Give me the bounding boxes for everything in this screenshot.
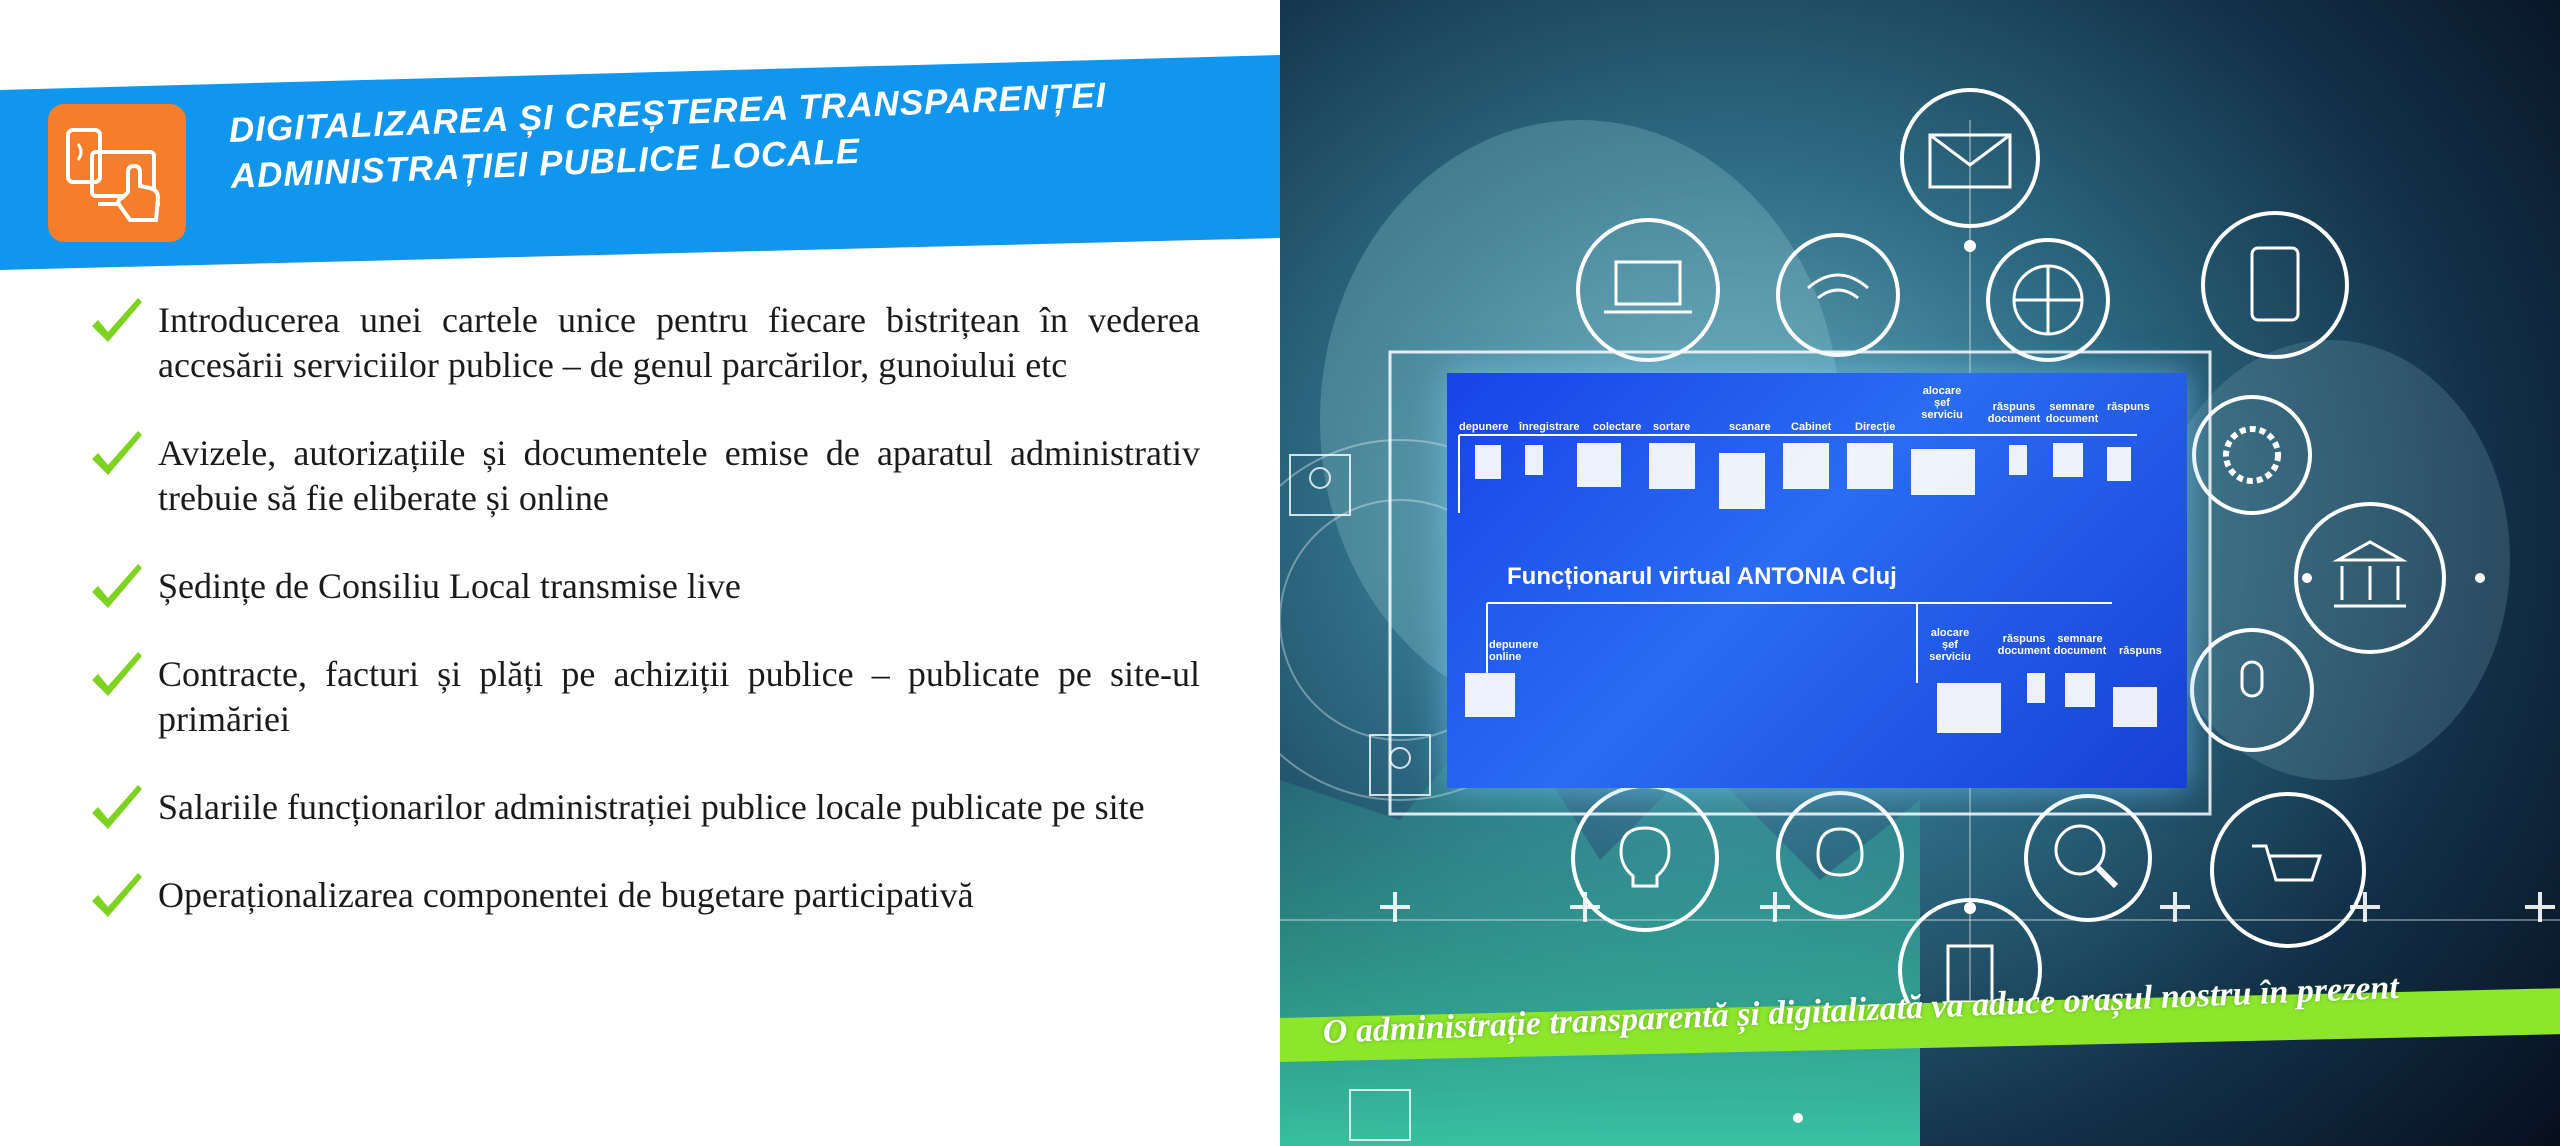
- diagram-label: depunere online: [1489, 639, 1539, 663]
- diagram-label: răspuns: [2119, 645, 2162, 657]
- diagram-label: scanare: [1729, 421, 1771, 433]
- diagram-label: răspuns document: [1997, 633, 2051, 657]
- diagram-label: răspuns document: [1987, 401, 2041, 425]
- bullet-text: Salariile funcționarilor administrației publice locale publicate pe site: [158, 787, 1145, 827]
- diagram-label: răspuns: [2107, 401, 2150, 413]
- diagram-label: înregistrare: [1519, 421, 1580, 433]
- diagram-label: sortare: [1653, 421, 1691, 433]
- slogan-text: O administrație transparentă și digitalizată va aduce orașul nostru în prezent: [1322, 968, 2400, 1051]
- diagram-title: Funcționarul virtual ANTONIA Cluj: [1507, 563, 1897, 590]
- diagram-label: depunere: [1459, 421, 1509, 433]
- bullet-item-online-documents: [88, 431, 1200, 521]
- bullet-item-contracts: [88, 652, 1200, 742]
- check-icon: [88, 296, 146, 354]
- check-icon: [88, 650, 146, 708]
- bullet-item-salaries: [88, 785, 1200, 830]
- bullet-item-live-council: [88, 564, 1200, 609]
- bullet-text: Contracte, facturi și plăți pe achiziții publice – publicate pe site-ul primăriei: [158, 654, 1200, 739]
- bullet-text: Ședințe de Consiliu Local transmise live: [158, 566, 741, 606]
- banner-title-line-2: ADMINISTRAȚIEI PUBLICE LOCALE: [229, 131, 861, 196]
- check-icon: [88, 871, 146, 929]
- tablet-touch-icon: [48, 104, 186, 242]
- diagram-label: Cabinet: [1791, 421, 1832, 433]
- check-icon: [88, 562, 146, 620]
- bullet-item-participatory-budget: [88, 873, 1200, 918]
- diagram-label: alocare șef serviciu: [1929, 627, 1971, 663]
- check-icon: [88, 783, 146, 841]
- diagram-label: alocare șef serviciu: [1921, 385, 1963, 421]
- banner-title-line-1: DIGITALIZAREA ȘI CREȘTEREA TRANSPARENȚEI: [228, 75, 1108, 150]
- bullet-list: [88, 298, 1200, 961]
- bullet-text: Avizele, autorizațiile și documentele emise de aparatul administrativ trebuie să fie eliberate și online: [158, 433, 1200, 518]
- bullet-text: Introducerea unei cartele unice pentru fiecare bistrițean în vederea accesării serviciilor publice – de genul parcărilor, gunoiului etc: [158, 300, 1200, 385]
- diagram-label: Direcție: [1855, 421, 1896, 433]
- bullet-item-card: [88, 298, 1200, 388]
- check-icon: [88, 429, 146, 487]
- diagram-label: semnare document: [2053, 633, 2107, 657]
- diagram-label: semnare document: [2045, 401, 2099, 425]
- bullet-text: Operaționalizarea componentei de bugetare participativă: [158, 875, 974, 915]
- diagram-label: colectare: [1593, 421, 1642, 433]
- process-diagram-screen: [1447, 373, 2187, 788]
